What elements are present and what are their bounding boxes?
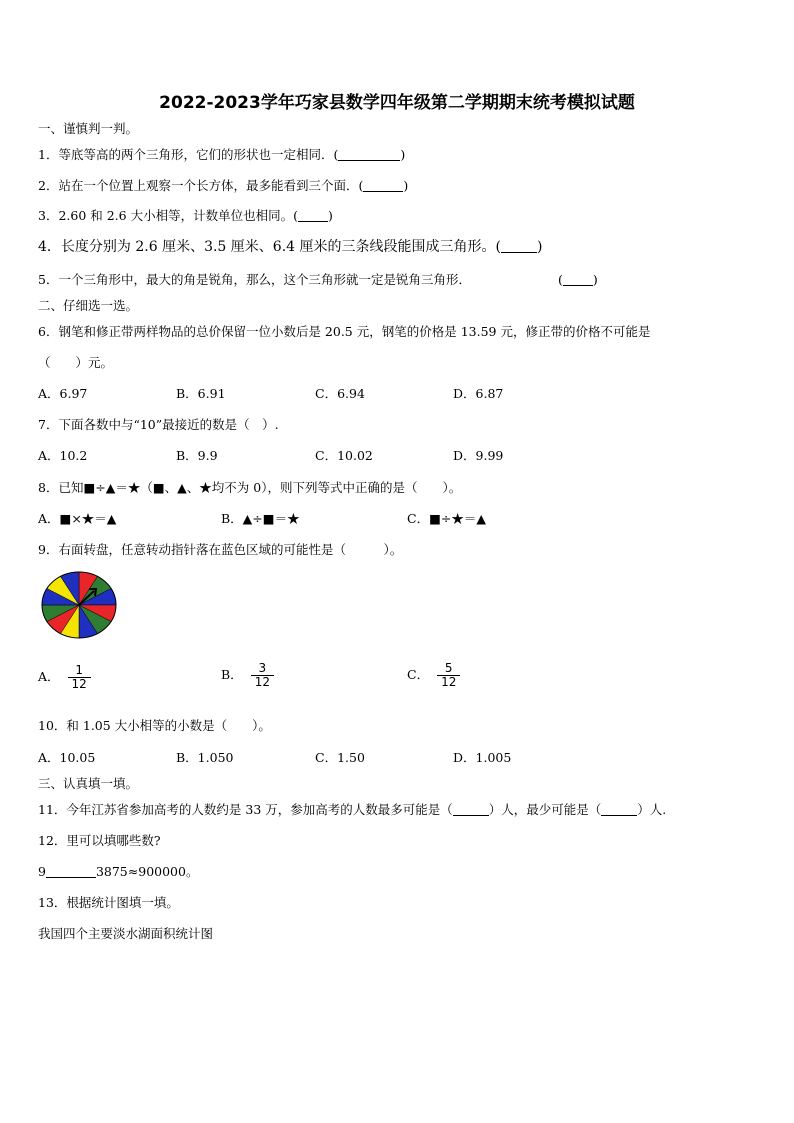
- option-label: A．: [38, 669, 60, 684]
- question-2: [38, 178, 408, 194]
- option-9c[interactable]: [407, 662, 460, 689]
- numerator: 5: [444, 661, 453, 675]
- question-13: 13．根据统计图填一填。: [38, 895, 179, 910]
- question-2-text: 2．站在一个位置上观察一个长方体，最多能看到三个面．(: [38, 178, 364, 193]
- section-heading-1: 一、谨慎判一判。: [38, 121, 139, 136]
- equation-suffix: 3875≈900000。: [95, 864, 199, 879]
- option-10c[interactable]: C．1.50: [315, 750, 365, 765]
- question-11-text-mid: ）人，最少可能是（: [488, 802, 602, 817]
- option-7c[interactable]: C．10.02: [315, 448, 373, 463]
- option-8c[interactable]: C．■÷★＝▲: [407, 511, 486, 526]
- answer-blank-3[interactable]: [298, 209, 328, 222]
- option-10b[interactable]: B．1.050: [176, 750, 234, 765]
- paren-open: (: [558, 272, 563, 287]
- option-7b[interactable]: B．9.9: [176, 448, 218, 463]
- page-title: 2022-2023学年巧家县数学四年级第二学期期末统考模拟试题: [159, 93, 635, 113]
- spinner-wheel: [40, 570, 118, 640]
- paren-close: ): [592, 272, 598, 287]
- option-10a[interactable]: A．10.05: [38, 750, 96, 765]
- answer-blank-11b[interactable]: [601, 803, 637, 816]
- option-8b[interactable]: B．▲÷■＝★: [221, 511, 300, 526]
- option-label: C．: [407, 667, 430, 682]
- option-label: B．: [221, 667, 243, 682]
- section-heading-3: 三、认真填一填。: [38, 776, 139, 791]
- question-7: 7．下面各数中与“10”最接近的数是（ ）.: [38, 417, 279, 432]
- question-11-text: 11．今年江苏省参加高考的人数约是 33 万，参加高考的人数最多可能是（: [38, 802, 453, 817]
- option-6a[interactable]: A．6.97: [38, 386, 88, 401]
- question-4-text: 4．长度分别为 2.6 厘米、3.5 厘米、6.4 厘米的三条线段能围成三角形。(: [38, 239, 501, 255]
- question-3: [38, 208, 333, 224]
- option-6c[interactable]: C．6.94: [315, 386, 365, 401]
- chart-caption: 我国四个主要淡水湖面积统计图: [38, 926, 214, 941]
- question-6-line2: （ ）元。: [38, 355, 114, 370]
- denominator: 12: [254, 675, 270, 689]
- option-6d[interactable]: D．6.87: [453, 386, 504, 401]
- paren-close: ): [327, 208, 333, 223]
- fraction: [437, 662, 460, 689]
- numerator: 1: [75, 663, 83, 677]
- answer-blank-5[interactable]: [563, 273, 593, 286]
- answer-blank-1[interactable]: [338, 148, 400, 161]
- denominator: 12: [441, 675, 457, 689]
- question-5-answer: [558, 272, 598, 288]
- option-7d[interactable]: D．9.99: [453, 448, 504, 463]
- question-8: 8．已知■÷▲＝★（■、▲、★均不为 0），则下列等式中正确的是（ ）。: [38, 480, 462, 495]
- option-6b[interactable]: B．6.91: [176, 386, 226, 401]
- question-5-text: 5．一个三角形中，最大的角是锐角，那么，这个三角形就一定是锐角三角形．: [38, 272, 471, 287]
- equation-prefix: 9: [38, 864, 46, 879]
- question-12: 12．里可以填哪些数?: [38, 833, 161, 848]
- question-4: [38, 239, 542, 255]
- question-5: [38, 272, 598, 288]
- fraction: [68, 664, 91, 691]
- question-3-text: 3．2.60 和 2.6 大小相等，计数单位也相同。(: [38, 208, 298, 223]
- answer-blank-11a[interactable]: [453, 803, 489, 816]
- fraction: [251, 662, 274, 689]
- section-heading-2: 二、仔细选一选。: [38, 298, 139, 313]
- answer-blank-12[interactable]: [46, 865, 96, 878]
- option-10d[interactable]: D．1.005: [453, 750, 512, 765]
- question-1: [38, 147, 405, 163]
- question-12-equation: [38, 864, 198, 880]
- question-6-line1: 6．钢笔和修正带两样物品的总价保留一位小数后是 20.5 元，钢笔的价格是 13.59 元，修正带的价格不可能是: [38, 324, 651, 339]
- question-11-text-end: ）人.: [637, 802, 667, 817]
- answer-blank-2[interactable]: [363, 179, 403, 192]
- question-11: [38, 802, 666, 818]
- denominator: 12: [71, 677, 87, 691]
- option-9a[interactable]: [38, 664, 91, 691]
- paren-close: ): [400, 147, 406, 162]
- question-9: 9．右面转盘，任意转动指针落在蓝色区域的可能性是（ ）。: [38, 542, 403, 557]
- option-9b[interactable]: [221, 662, 274, 689]
- paren-close: ): [403, 178, 409, 193]
- option-8a[interactable]: A．■×★＝▲: [38, 511, 117, 526]
- question-10: 10．和 1.05 大小相等的小数是（ ）。: [38, 718, 271, 733]
- question-1-text: 1．等底等高的两个三角形，它们的形状也一定相同．(: [38, 147, 339, 162]
- option-7a[interactable]: A．10.2: [38, 448, 88, 463]
- answer-blank-4[interactable]: [501, 240, 537, 253]
- numerator: 3: [258, 661, 267, 675]
- paren-close: ): [536, 239, 543, 255]
